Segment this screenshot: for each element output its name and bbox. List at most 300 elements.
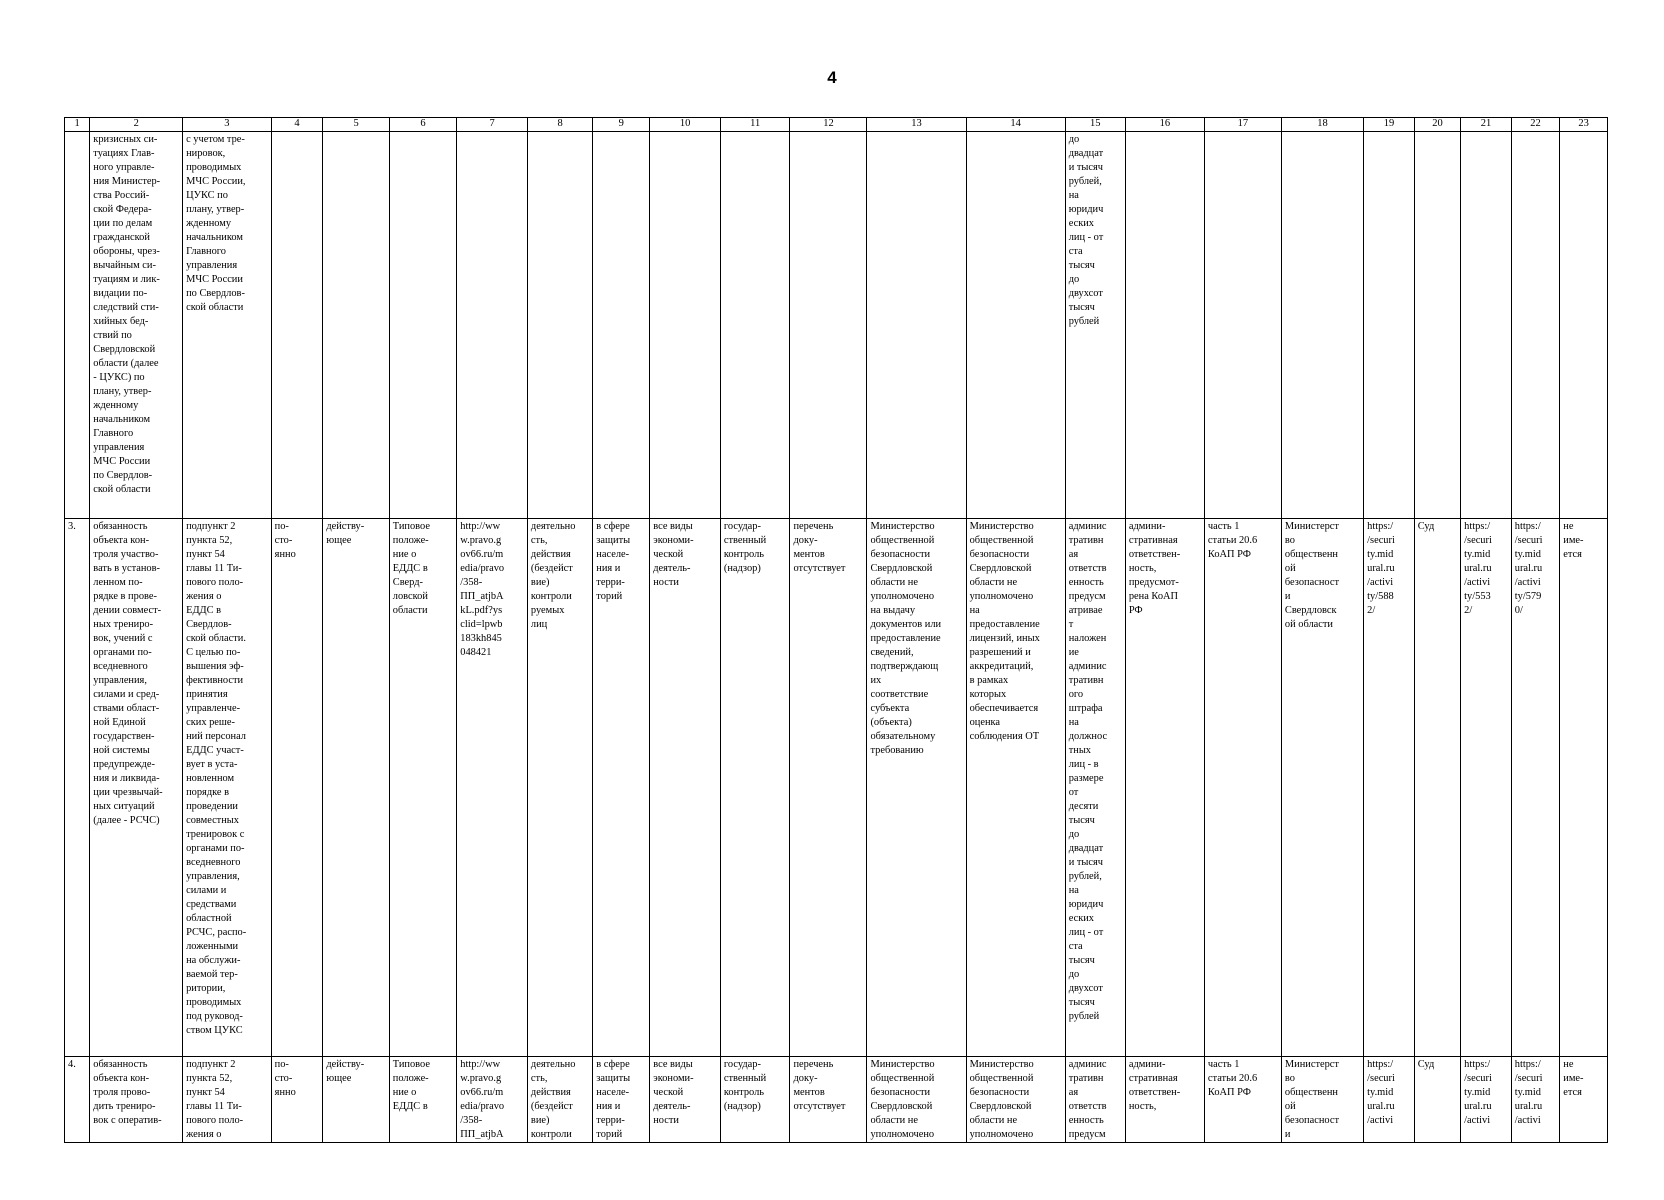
cell-line: до [1068,828,1080,840]
cell-line: https:/ [1367,1058,1394,1070]
cell-line: ЕДДС в [186,604,222,616]
cell-line: соответствие [870,688,929,700]
cell-line: пункта 52, [186,534,233,546]
cell-line: хийных бед- [93,316,149,328]
column-header: 7 [457,118,528,132]
cell-line: оценка [969,716,1001,728]
cell-line: /securi [1464,534,1492,546]
cell-line: 048421 [460,646,492,658]
cell-line: предусм [1068,590,1106,602]
column-header: 19 [1364,118,1415,132]
cell-line: ой [1284,562,1296,574]
table-cell [790,132,867,519]
cell-line: управления [93,442,145,454]
table-cell [457,518,528,1056]
cell-line: ov66.ru/m [460,548,504,560]
cell-line: ответствен- [1128,1086,1181,1098]
table-cell [1281,1056,1363,1142]
cell-line: янно [274,548,296,560]
cell-line: /securi [1464,1072,1492,1084]
table-cell [867,1056,966,1142]
cell-line: ской области [93,484,151,496]
cell-line: фективности [186,674,244,686]
cell-line: ских реше- [186,716,235,728]
cell-line: лицензий, иных [969,632,1040,644]
table-cell [271,1056,323,1142]
cell-line: лиц - от [1068,926,1104,938]
cell-line: edia/pravo [460,562,505,574]
cell-line: ural.ru [1464,562,1492,574]
cell-line: на [1068,190,1079,202]
cell-line: ной системы [93,744,150,756]
cell-line: жения о [186,1128,222,1140]
cell-line: управленче- [186,702,241,714]
cell-line: предусмот- [1128,576,1179,588]
cell-line: видации по- [93,288,148,300]
table-cell [1511,518,1560,1056]
cell-line: ния Министер- [93,176,161,188]
table-cell [1364,1056,1415,1142]
cell-line: перечень [793,1058,834,1070]
cell-line: доку- [793,1072,818,1084]
cell-line: на [1068,884,1079,896]
cell-line: еских [1068,218,1095,230]
cell-line: общественн [1284,548,1338,560]
cell-line: экономи- [653,534,694,546]
cell-line: предоставление [870,632,941,644]
cell-line: должнос [1068,730,1108,742]
table-row [65,518,1608,1056]
cell-line: требованию [870,744,924,756]
cell-line: лиц - в [1068,758,1099,770]
cell-line: предоставление [969,618,1040,630]
cell-line: действу- [326,1058,365,1070]
cell-line: безопасности [969,1086,1030,1098]
cell-line: ции по делам [93,218,153,230]
cell-line: ty.mid [1367,548,1394,560]
cell-line: Суд [1417,1058,1435,1070]
cell-line: /securi [1367,534,1395,546]
cell-line: силами и [186,884,227,896]
table-cell [271,132,323,519]
cell-line: ственный [723,1072,767,1084]
cell-line: торий [596,1128,623,1140]
cell-line: ленном по- [93,576,143,588]
cell-line: области не [870,1114,918,1126]
cell-line: ментов [793,1086,825,1098]
table-cell [1065,132,1125,519]
cell-line: действия [530,1086,571,1098]
cell-line: тных [1068,744,1091,756]
cell-line: лиц [530,618,548,630]
header-row [65,118,1608,132]
cell-line: /securi [1367,1072,1395,1084]
cell-line: ПП_atjbA [460,1128,504,1140]
cell-line: (надзор) [723,562,761,574]
cell-line: совместных [186,814,239,826]
cell-line: ства Россий- [93,190,150,202]
cell-line: ЕДДС в [392,1100,428,1112]
cell-line: ний персонал [186,730,246,742]
table-cell [527,132,592,519]
cell-line: име- [1563,534,1584,546]
column-header: 11 [720,118,790,132]
table-cell [1461,518,1512,1056]
cell-line: ющее [326,534,352,546]
cell-line: положе- [392,534,429,546]
cell-line: стративная [1128,1072,1178,1084]
cell-line: во [1284,534,1295,546]
cell-line: https:/ [1367,520,1394,532]
cell-line: ской области. [186,632,246,644]
cell-line: админис [1068,1058,1107,1070]
cell-line: админис [1068,660,1107,672]
cell-line: Главного [93,428,134,440]
cell-line: енность [1068,1114,1104,1126]
cell-line: edia/pravo [460,1100,505,1112]
cell-line: ответствен- [1128,548,1181,560]
cell-line: ty/579 [1514,590,1542,602]
table-cell [593,132,650,519]
cell-line: экономи- [653,1072,694,1084]
cell-line: янно [274,1086,296,1098]
cell-line: от [1068,786,1079,798]
table-cell [790,518,867,1056]
table-cell [1204,518,1281,1056]
table-cell [271,518,323,1056]
cell-line: области не [969,576,1018,588]
table-cell [1065,518,1125,1056]
table-cell [1125,132,1204,519]
table-cell [1461,1056,1512,1142]
cell-line: и [1284,590,1291,602]
table-row [65,132,1608,519]
cell-line: вседневного [186,856,241,868]
cell-line: РФ [1128,604,1143,616]
table-cell [650,518,721,1056]
cell-line: контроли [530,590,572,602]
column-header: 3 [183,118,272,132]
table-cell [593,1056,650,1142]
cell-line: МЧС России [186,274,243,286]
cell-line: (бездейст [530,1100,573,1112]
cell-line: kL.pdf?ys [460,604,503,616]
cell-line: часть 1 [1207,520,1240,532]
cell-line: https:/ [1464,1058,1491,1070]
cell-line: области [392,604,428,616]
cell-line: ности [653,1114,679,1126]
table-cell [1204,1056,1281,1142]
cell-line: деятель- [653,1100,691,1112]
cell-line: ных ситуаций [93,800,155,812]
cell-line: еских [1068,912,1095,924]
cell-line: ния и [596,1100,621,1112]
cell-line: Министерст [1284,520,1339,532]
cell-line: объекта кон- [93,534,150,546]
cell-line: уполномочено [870,1128,935,1140]
cell-line: ции чрезвычай- [93,786,163,798]
cell-line: двухсот [1068,982,1103,994]
column-header: 4 [271,118,323,132]
cell-line: пового поло- [186,1114,244,1126]
table-cell [650,132,721,519]
cell-line: плану, утвер- [93,386,152,398]
cell-line: ной Единой [93,716,146,728]
cell-line: положе- [392,1072,429,1084]
table-cell [867,132,966,519]
cell-line: новленном [186,772,235,784]
table-cell [323,132,389,519]
cell-line: безопасности [870,1086,931,1098]
cell-line: деятельно [530,1058,576,1070]
table-cell [1511,1056,1560,1142]
table-cell [90,132,183,519]
column-header: 10 [650,118,721,132]
cell-line: области не [969,1114,1018,1126]
cell-line: сть, [530,534,548,546]
cell-line: ой [1284,1100,1296,1112]
cell-line: сто- [274,534,293,546]
column-header: 16 [1125,118,1204,132]
cell-line: ющее [326,1072,352,1084]
cell-line: десяти [1068,800,1099,812]
cell-line: предусм [1068,1128,1106,1140]
cell-line: ловской [392,590,428,602]
cell-line: Свердловской [870,562,933,574]
cell-line: сведений, [870,646,914,658]
cell-line: админи- [1128,520,1166,532]
cell-line: безопасност [1284,1114,1339,1126]
table-cell [323,1056,389,1142]
cell-line: на выдачу [870,604,916,616]
cell-line: 183kh845 [460,632,502,644]
cell-line: дении совмест- [93,604,162,616]
cell-line: все виды [653,520,693,532]
cell-line: /activi [1367,1114,1394,1126]
cell-line: по Свердлов- [186,288,245,300]
cell-line: https:/ [1464,520,1491,532]
cell-line: рядке в прове- [93,590,157,602]
table-cell [1461,132,1512,519]
table-row [65,1056,1608,1142]
cell-line: в сфере [596,520,630,532]
cell-line: пункт 54 [186,1086,225,1098]
cell-line: рублей [1068,316,1100,328]
table-cell [790,1056,867,1142]
column-header: 15 [1065,118,1125,132]
cell-line: населе- [596,548,630,560]
cell-line: Типовое [392,520,430,532]
column-header: 12 [790,118,867,132]
table-cell [527,518,592,1056]
cell-line: атривае [1068,604,1103,616]
cell-line: управления [186,260,238,272]
cell-line: http://ww [460,1058,501,1070]
cell-line: по- [274,1058,289,1070]
cell-line: ov66.ru/m [460,1086,504,1098]
cell-line: порядке в [186,786,230,798]
cell-line: контроли [530,1128,572,1140]
cell-line: плану, утвер- [186,204,245,216]
cell-line: перечень [793,520,834,532]
column-header: 20 [1414,118,1460,132]
cell-line: деятельно [530,520,576,532]
cell-line: Министерство [969,520,1034,532]
cell-line: органами по- [93,646,152,658]
cell-line: w.pravo.g [460,1072,502,1084]
cell-line: населе- [596,1086,630,1098]
table-cell [720,1056,790,1142]
cell-line: ской области [186,302,244,314]
cell-line: 2/ [1367,604,1376,616]
cell-line: жения о [186,590,222,602]
page-number: 4 [827,68,837,87]
cell-line: общественной [969,1072,1034,1084]
cell-line: до [1068,274,1080,286]
table-cell [593,518,650,1056]
cell-line: вок, учений с [93,632,153,644]
column-header: 5 [323,118,389,132]
table-cell [1560,132,1608,519]
cell-line: Свердлов- [186,618,232,630]
cell-line: главы 11 Ти- [186,562,242,574]
cell-line: ста [1068,940,1083,952]
cell-line: ментов [793,548,825,560]
cell-line: вышения эф- [186,660,244,672]
table-cell [966,1056,1065,1142]
table-cell [90,1056,183,1142]
cell-line: проводимых [186,996,242,1008]
cell-line: (надзор) [723,1100,761,1112]
cell-line: часть 1 [1207,1058,1240,1070]
cell-line: и [1284,1128,1291,1140]
cell-line: КоАП РФ [1207,1086,1251,1098]
cell-line: общественной [969,534,1034,546]
cell-line: ответств [1068,562,1107,574]
cell-line: безопасности [870,548,931,560]
cell-line: вать в установ- [93,562,160,574]
cell-line: вычайным си- [93,260,156,272]
table-cell [1364,132,1415,519]
cell-line: предупрежде- [93,758,155,770]
cell-line: (бездейст [530,562,573,574]
cell-line: отсутствует [793,1100,846,1112]
cell-line: /securi [1514,1072,1543,1084]
cell-line: ложенными [186,940,239,952]
cell-line: име- [1563,1072,1584,1084]
cell-line: общественн [1284,1086,1338,1098]
cell-line: подпункт 2 [186,520,236,532]
cell-line: обязанность [93,520,148,532]
cell-line: рублей, [1068,870,1102,882]
cell-line: ty.mid [1514,548,1541,560]
cell-line: (далее - РСЧС) [93,814,160,826]
cell-line: деятель- [653,562,691,574]
cell-line: ством ЦУКС [186,1024,243,1036]
cell-line: дить трениро- [93,1100,156,1112]
cell-line: обязательному [870,730,936,742]
cell-line: ty.mid [1514,1086,1541,1098]
cell-line: ty.mid [1464,548,1491,560]
cell-line: КоАП РФ [1207,548,1251,560]
cell-line: ственный [723,534,767,546]
regulation-table [64,117,1608,1143]
cell-line: тративн [1068,674,1104,686]
cell-line: с учетом тре- [186,134,245,146]
cell-line: тысяч [1068,302,1095,314]
cell-line: вок с оператив- [93,1114,162,1126]
cell-line: ответств [1068,1100,1107,1112]
cell-line: ого [1068,688,1084,700]
cell-line: вие) [530,576,550,588]
cell-line: разрешений и [969,646,1031,658]
cell-line: рена КоАП [1128,590,1179,602]
cell-line: и тысяч [1068,162,1104,174]
cell-line: вует в уста- [186,758,238,770]
cell-line: действия [530,548,571,560]
cell-line: w.pravo.g [460,534,502,546]
cell-line: все виды [653,1058,693,1070]
cell-line: ие [1068,646,1079,658]
cell-line: торий [596,590,623,602]
cell-line: Министерст [1284,1058,1339,1070]
column-header: 1 [65,118,90,132]
cell-line: жденному [93,400,139,412]
cell-line: Свердловской [969,562,1032,574]
cell-line: ПП_atjbA [460,590,504,602]
cell-line: тысяч [1068,954,1095,966]
table-cell [1414,518,1460,1056]
cell-line: ния и [596,562,621,574]
cell-line: под руковод- [186,1010,243,1022]
cell-line: двухсот [1068,288,1103,300]
cell-line: уполномочено [870,590,935,602]
cell-line: рублей, [1068,176,1102,188]
cell-line: Свердловской [93,344,156,356]
cell-line: контроль [723,1086,765,1098]
cell-line: начальником [186,232,243,244]
table-cell [183,132,272,519]
cell-line: подпункт 2 [186,1058,236,1070]
cell-line: их [870,674,882,686]
cell-line: ние о [392,1086,417,1098]
cell-line: тысяч [1068,814,1095,826]
cell-line: статьи 20.6 [1207,534,1258,546]
cell-line: двадцат [1068,148,1104,160]
column-header: 17 [1204,118,1281,132]
column-header: 21 [1461,118,1512,132]
cell-line: пункт 54 [186,548,225,560]
cell-line: терри- [596,1114,625,1126]
cell-line: защиты [596,534,631,546]
cell-line: сть, [530,1072,548,1084]
cell-line: Главного [186,246,226,258]
cell-line: вседневного [93,660,148,672]
cell-line: ние о [392,548,417,560]
cell-line: 4. [68,1058,76,1070]
table-cell [389,1056,456,1142]
cell-line: области (далее [93,358,159,370]
cell-line: /activi [1514,1114,1541,1126]
cell-line: МЧС России [93,456,151,468]
cell-line: в сфере [596,1058,630,1070]
column-header: 2 [90,118,183,132]
cell-line: доку- [793,534,818,546]
table-cell [527,1056,592,1142]
cell-line: юридич [1068,898,1104,910]
cell-line: /358- [460,1114,483,1126]
cell-line: ЦУКС по [186,190,228,202]
